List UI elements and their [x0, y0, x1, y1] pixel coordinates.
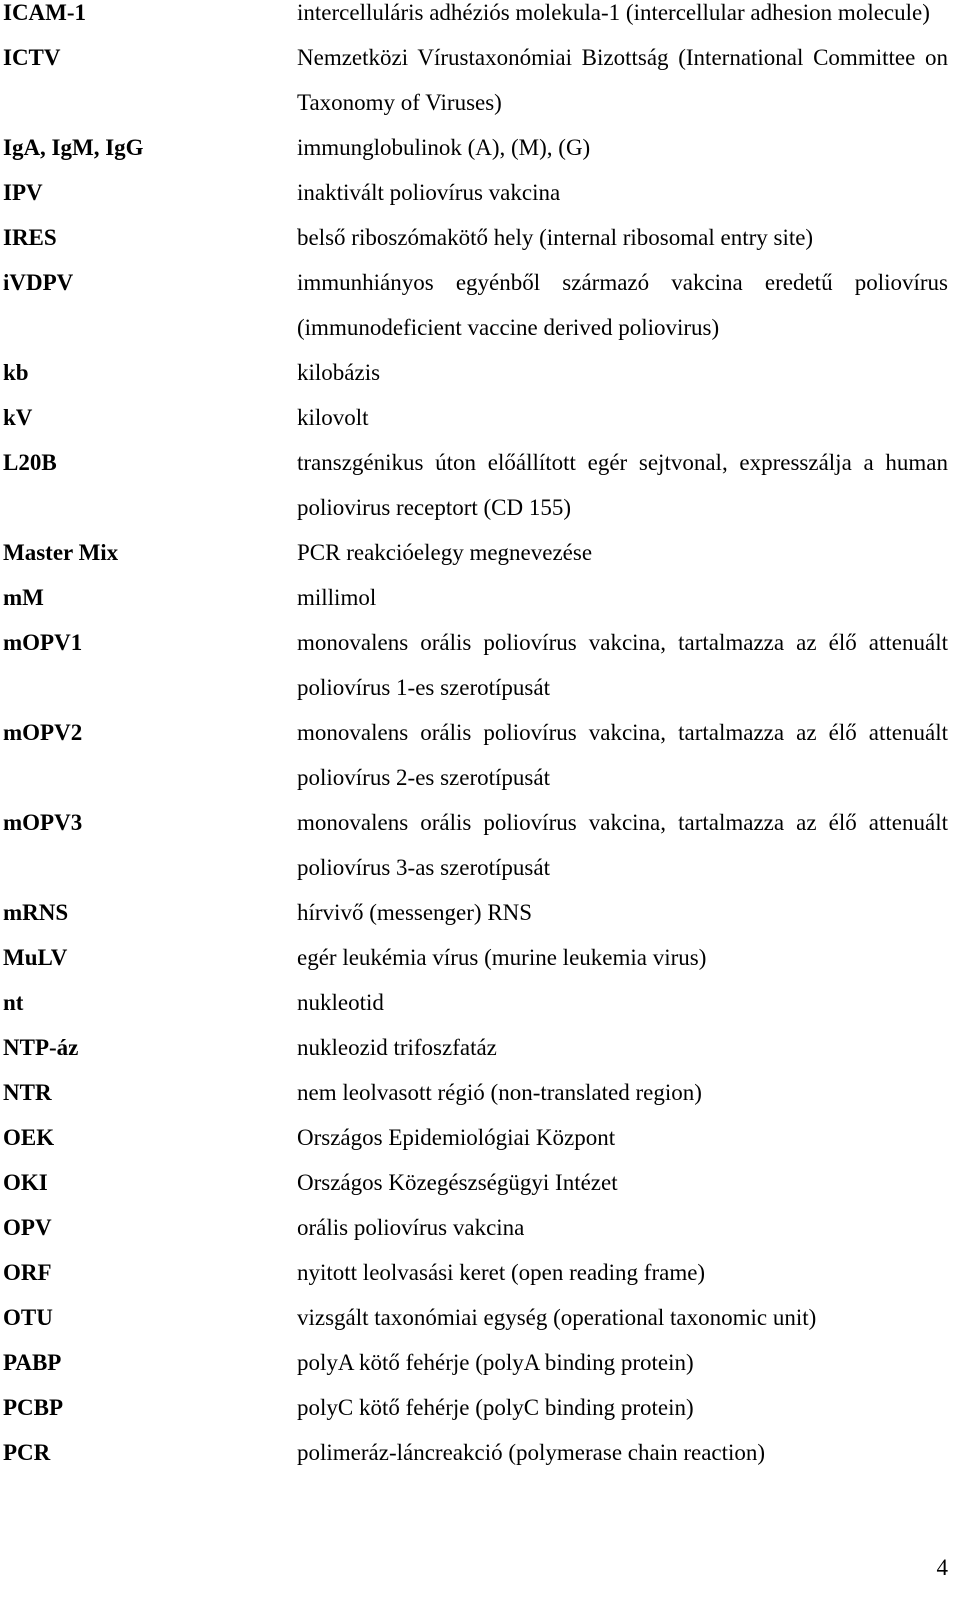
abbreviation-definition: egér leukémia vírus (murine leukemia virus) [297, 945, 707, 970]
abbreviation-definition: vizsgált taxonómiai egység (operational taxonomic unit) [297, 1305, 817, 1330]
abbreviation-entry [3, 260, 958, 350]
abbreviation-term: NTR [3, 1080, 52, 1105]
abbreviation-term: mM [3, 585, 44, 610]
abbreviation-term: PABP [3, 1350, 62, 1375]
abbreviation-definition: nem leolvasott régió (non-translated region) [297, 1080, 702, 1105]
abbreviation-entry [3, 1295, 958, 1340]
abbreviation-entry [3, 1025, 958, 1070]
abbreviation-term: IgA, IgM, IgG [3, 135, 144, 160]
abbreviation-definition: Országos Epidemiológiai Központ [297, 1125, 616, 1150]
abbreviation-entry [3, 0, 958, 35]
abbreviation-definition: kilovolt [297, 405, 369, 430]
abbreviation-entry [3, 1430, 958, 1475]
abbreviation-definition: PCR reakcióelegy megnevezése [297, 540, 593, 565]
abbreviation-definition: polyA kötő fehérje (polyA binding protein) [297, 1350, 694, 1375]
abbreviation-term: mRNS [3, 900, 69, 925]
abbreviation-entry [3, 35, 958, 125]
abbreviation-definition: belső riboszómakötő hely (internal ribosomal entry site) [297, 225, 814, 250]
abbreviation-entry [3, 1115, 958, 1160]
abbreviation-entry [3, 170, 958, 215]
abbreviation-term: kV [3, 405, 33, 430]
abbreviation-definition: Országos Közegészségügyi Intézet [297, 1170, 618, 1195]
abbreviation-term: ICAM-1 [3, 0, 87, 25]
abbreviation-entry [3, 890, 958, 935]
abbreviation-definition: millimol [297, 585, 377, 610]
abbreviation-entry [3, 575, 958, 620]
abbreviation-entry [3, 1385, 958, 1430]
abbreviation-term: PCBP [3, 1395, 64, 1420]
abbreviation-term: OKI [3, 1170, 48, 1195]
abbreviation-definition: nukleozid trifoszfatáz [297, 1035, 497, 1060]
abbreviation-term: NTP-áz [3, 1035, 79, 1060]
abbreviation-term: OPV [3, 1215, 52, 1240]
abbreviation-entry [3, 530, 958, 575]
abbreviation-definition: monovalens orális poliovírus vakcina, tartalmazza az élő attenuált poliovírus 1-es szerotípusát [297, 630, 948, 700]
abbreviation-entry [3, 935, 958, 980]
abbreviation-definition: intercelluláris adhéziós molekula-1 (intercellular adhesion molecule) [297, 0, 930, 25]
abbreviation-definition: transzgénikus úton előállított egér sejtvonal, expresszálja a human poliovirus receptort (CD 155) [297, 450, 948, 520]
abbreviation-entry [3, 1205, 958, 1250]
abbreviation-entry [3, 395, 958, 440]
abbreviation-entry [3, 1070, 958, 1115]
abbreviation-term: iVDPV [3, 270, 74, 295]
abbreviation-entry [3, 350, 958, 395]
page-number: 4 [936, 1555, 948, 1580]
abbreviation-definition: immunhiányos egyénből származó vakcina eredetű poliovírus (immunodeficient vaccine derived poliovirus) [297, 270, 948, 340]
abbreviation-definition: immunglobulinok (A), (M), (G) [297, 135, 591, 160]
abbreviation-definition: inaktivált poliovírus vakcina [297, 180, 561, 205]
abbreviation-entry [3, 620, 958, 710]
abbreviation-term: ICTV [3, 45, 61, 70]
abbreviation-entry [3, 1160, 958, 1205]
abbreviation-definition: kilobázis [297, 360, 381, 385]
abbreviation-definition: monovalens orális poliovírus vakcina, tartalmazza az élő attenuált poliovírus 2-es szerotípusát [297, 720, 948, 790]
abbreviation-term: mOPV3 [3, 810, 83, 835]
abbreviation-definition: polimeráz-láncreakció (polymerase chain reaction) [297, 1440, 766, 1465]
abbreviation-definition: orális poliovírus vakcina [297, 1215, 525, 1240]
abbreviation-definition: hírvivő (messenger) RNS [297, 900, 533, 925]
abbreviation-entry [3, 215, 958, 260]
abbreviation-term: OEK [3, 1125, 55, 1150]
abbreviation-entry [3, 980, 958, 1025]
abbreviation-term: IRES [3, 225, 57, 250]
abbreviation-term: nt [3, 990, 24, 1015]
abbreviation-term: Master Mix [3, 540, 119, 565]
abbreviation-term: MuLV [3, 945, 68, 970]
abbreviation-entry [3, 440, 958, 530]
abbreviation-term: mOPV1 [3, 630, 83, 655]
abbreviation-term: OTU [3, 1305, 53, 1330]
abbreviation-definition: monovalens orális poliovírus vakcina, tartalmazza az élő attenuált poliovírus 3-as szerotípusát [297, 810, 948, 880]
abbreviation-entry [3, 1340, 958, 1385]
abbreviation-definition: polyC kötő fehérje (polyC binding protein) [297, 1395, 694, 1420]
abbreviation-definition: nyitott leolvasási keret (open reading frame) [297, 1260, 706, 1285]
abbreviation-entry [3, 800, 958, 890]
abbreviation-entry [3, 125, 958, 170]
abbreviation-definition: Nemzetközi Vírustaxonómiai Bizottság (International Committee on Taxonomy of Viruses) [297, 45, 948, 115]
abbreviation-entry [3, 1250, 958, 1295]
abbreviation-term: mOPV2 [3, 720, 83, 745]
abbreviation-entry [3, 710, 958, 800]
abbreviation-term: IPV [3, 180, 43, 205]
abbreviation-list [3, 0, 958, 1475]
abbreviation-term: PCR [3, 1440, 51, 1465]
abbreviation-term: L20B [3, 450, 57, 475]
abbreviation-term: kb [3, 360, 29, 385]
abbreviation-term: ORF [3, 1260, 52, 1285]
abbreviation-definition: nukleotid [297, 990, 384, 1015]
